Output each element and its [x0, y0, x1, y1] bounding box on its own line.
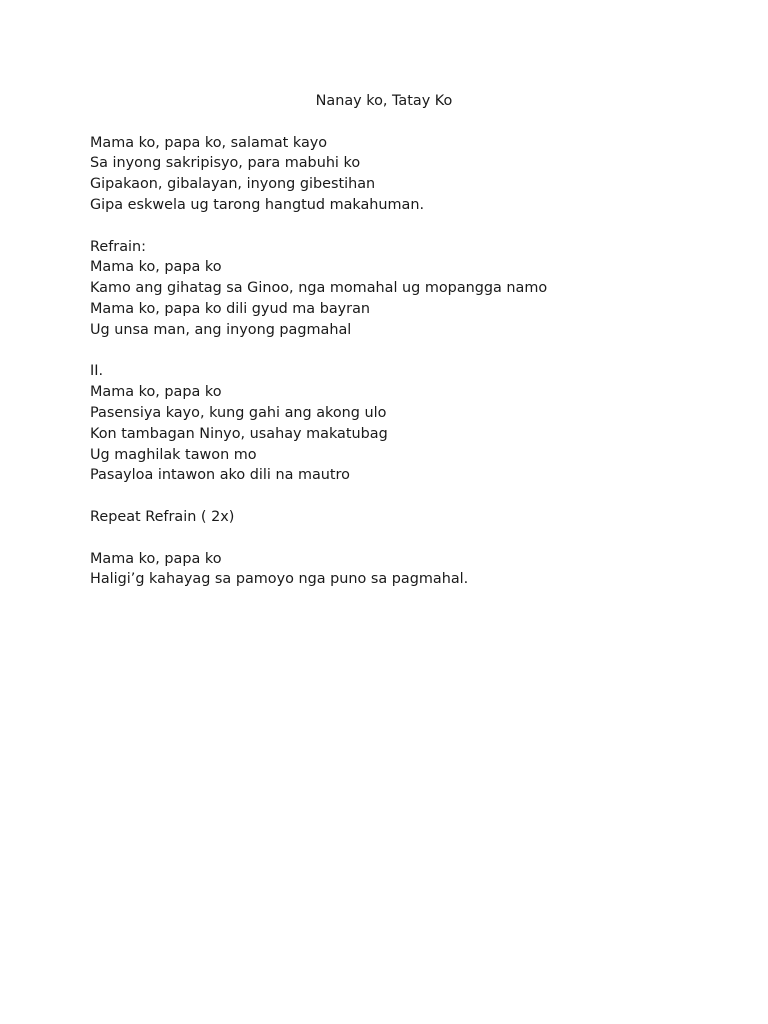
- stanza-verse-1: [90, 133, 690, 216]
- spacer: [90, 216, 690, 237]
- section-label: Refrain:: [90, 238, 146, 255]
- lyric-line: Mama ko, papa ko: [90, 259, 222, 276]
- lyric-line: Gipakaon, gibalayan, inyong gibestihan: [90, 176, 376, 193]
- lyric-line: Ug maghilak tawon mo: [90, 446, 257, 463]
- lyric-line: Kamo ang gihatag sa Ginoo, nga momahal ug mopangga namo: [90, 280, 548, 297]
- lyric-line: Pasensiya kayo, kung gahi ang akong ulo: [90, 404, 387, 421]
- section-label: II.: [90, 363, 104, 380]
- lyric-line: Mama ko, papa ko: [90, 384, 222, 401]
- section-label: Repeat Refrain ( 2x): [90, 508, 235, 525]
- stanza-repeat: [90, 507, 690, 528]
- stanza-verse-2: [90, 361, 690, 486]
- lyric-line: Mama ko, papa ko, salamat kayo: [90, 134, 328, 151]
- stanza-ending: [90, 549, 690, 591]
- lyric-line: Ug unsa man, ang inyong pagmahal: [90, 321, 352, 338]
- lyric-line: Sa inyong sakripisyo, para mabuhi ko: [90, 155, 361, 172]
- lyric-line: Pasayloa intawon ako dili na mautro: [90, 467, 350, 484]
- lyric-line: Gipa eskwela ug tarong hangtud makahuman.: [90, 196, 425, 213]
- stanza-refrain: [90, 237, 690, 341]
- spacer: [90, 341, 690, 362]
- lyric-line: Kon tambagan Ninyo, usahay makatubag: [90, 425, 388, 442]
- song-title: Nanay ko, Tatay Ko: [315, 93, 453, 109]
- lyric-line: Mama ko, papa ko dili gyud ma bayran: [90, 300, 371, 317]
- lyric-line: Haligi’g kahayag sa pamoyo nga puno sa pagmahal.: [90, 571, 469, 588]
- lyric-line: Mama ko, papa ko: [90, 550, 222, 567]
- document-page: [90, 91, 690, 590]
- spacer: [90, 528, 690, 549]
- spacer: [90, 112, 690, 133]
- spacer: [90, 486, 690, 507]
